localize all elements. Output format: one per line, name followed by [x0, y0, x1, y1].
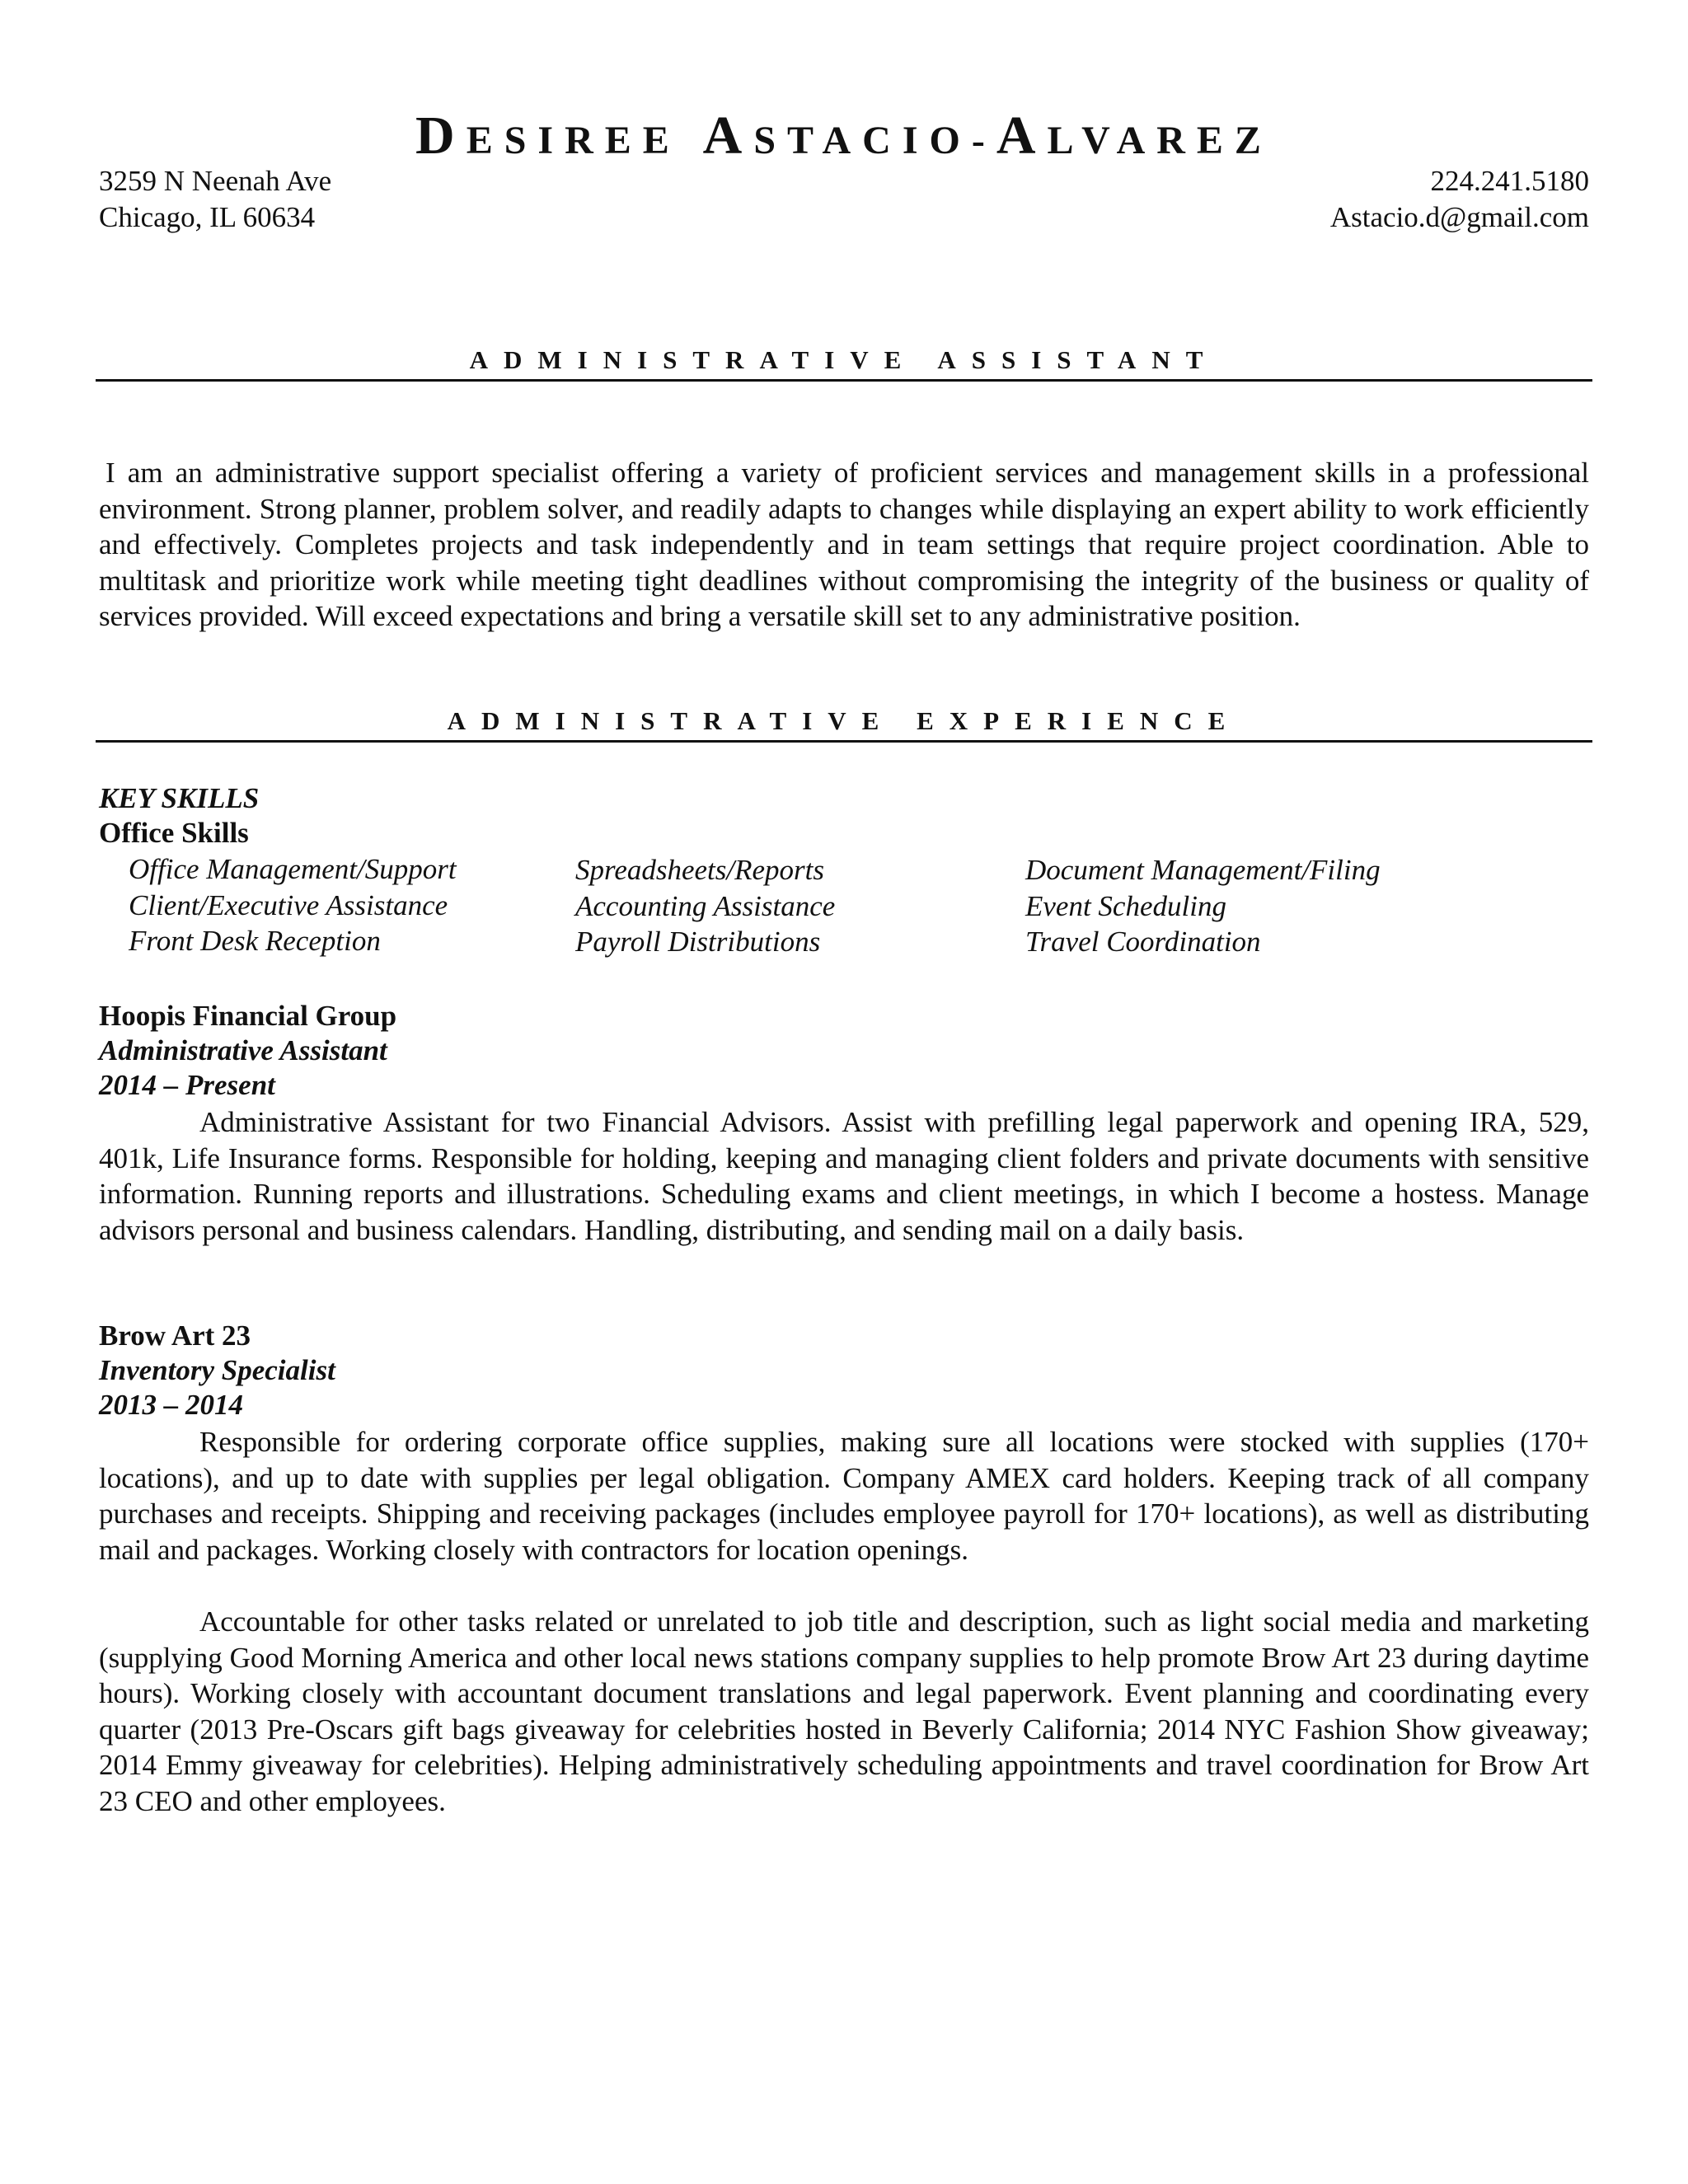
- skill-item: Event Scheduling: [1025, 889, 1226, 922]
- skill-item: Office Management/Support: [129, 853, 457, 885]
- phone-number: 224.241.5180: [1430, 165, 1589, 197]
- skill-item: Spreadsheets/Reports: [575, 854, 824, 886]
- skill-item: Front Desk Reception: [129, 925, 381, 957]
- skills-column-1: [129, 851, 457, 959]
- contact-block: [1330, 163, 1589, 236]
- job-2-role: Inventory Specialist: [99, 1354, 335, 1386]
- job-2-company: Brow Art 23: [99, 1319, 251, 1352]
- name-last-mid: STACIO-: [753, 119, 996, 162]
- key-skills-label: KEY SKILLS: [99, 782, 260, 814]
- name-last-initial: A: [702, 105, 754, 166]
- job-2-description-2: Accountable for other tasks related or unrelated to job title and description, such as light social media and marketing (supplying Good Morning America and other local news stations company supplies to help promote Brow Art 23 during daytime hours). Working closely with accountant document translations and legal paperwork. Event planning and coordinating every quarter (2013 Pre-Oscars gift bags giveaway for celebrities hosted in Beverly California; 2014 NYC Fashion Show giveaway; 2014 Emmy giveaway for celebrities). Helping administratively scheduling appointments and travel coordination for Brow Art 23 CEO and other employees.: [99, 1605, 1589, 1817]
- summary-paragraph: I am an administrative support specialist offering a variety of proficient services and management skills in a professional environment. Strong planner, problem solver, and readily adapts to changes while displaying an expert ability to work efficiently and effectively. Completes projects and task independently and in team settings that require project coordination. Able to multitask and prioritize work while meeting tight deadlines without compromising the integrity of the business or quality of services provided. Will exceed expectations and bring a versatile skill set to any administrative position.: [99, 457, 1589, 632]
- address-block: [99, 163, 331, 236]
- skill-item: Document Management/Filing: [1025, 854, 1381, 886]
- experience-heading: ADMINISTRATIVE EXPERIENCE: [447, 706, 1241, 735]
- experience-divider: [96, 740, 1592, 743]
- name-first-rest: ESIREE: [466, 119, 681, 162]
- job-2-description-1: Responsible for ordering corporate office supplies, making sure all locations were stocked with supplies (170+ locations), and up to date with supplies per legal obligation. Company AMEX card holders. Keeping track of all company purchases and receipts. Shipping and receiving packages (includes employee payroll for 170+ locations), as well as distributing mail and packages. Working closely with contractors for location openings.: [99, 1426, 1589, 1566]
- name-first-initial: D: [415, 105, 467, 166]
- job-1-dates: 2014 – Present: [99, 1069, 275, 1101]
- job-1-company: Hoopis Financial Group: [99, 1000, 397, 1032]
- address-line-2: Chicago, IL 60634: [99, 201, 316, 233]
- skills-column-2: [575, 852, 835, 960]
- email-address: Astacio.d@gmail.com: [1329, 201, 1589, 233]
- skills-column-3: [1025, 852, 1381, 960]
- office-skills-label: Office Skills: [99, 817, 249, 849]
- job-1-description: Administrative Assistant for two Financial Advisors. Assist with prefilling legal paperwork and opening IRA, 529, 401k, Life Insurance forms. Responsible for holding, keeping and managing client folders and private documents with sensitive information. Running reports and illustrations. Scheduling exams and client meetings, in which I become a hostess. Manage advisors personal and business calendars. Handling, distributing, and sending mail on a daily basis.: [99, 1106, 1589, 1246]
- name-last-rest: LVAREZ: [1047, 119, 1273, 162]
- skill-item: Client/Executive Assistance: [129, 888, 448, 921]
- address-line-1: 3259 N Neenah Ave: [99, 165, 332, 197]
- job-2-dates: 2013 – 2014: [99, 1389, 243, 1421]
- skill-item: Accounting Assistance: [575, 889, 836, 922]
- skill-item: Travel Coordination: [1025, 926, 1261, 958]
- name-last-initial-2: A: [996, 105, 1048, 166]
- title-heading: ADMINISTRATIVE ASSISTANT: [469, 345, 1219, 374]
- skill-item: Payroll Distributions: [575, 926, 821, 958]
- title-divider: [96, 379, 1592, 382]
- job-1-role: Administrative Assistant: [99, 1034, 387, 1066]
